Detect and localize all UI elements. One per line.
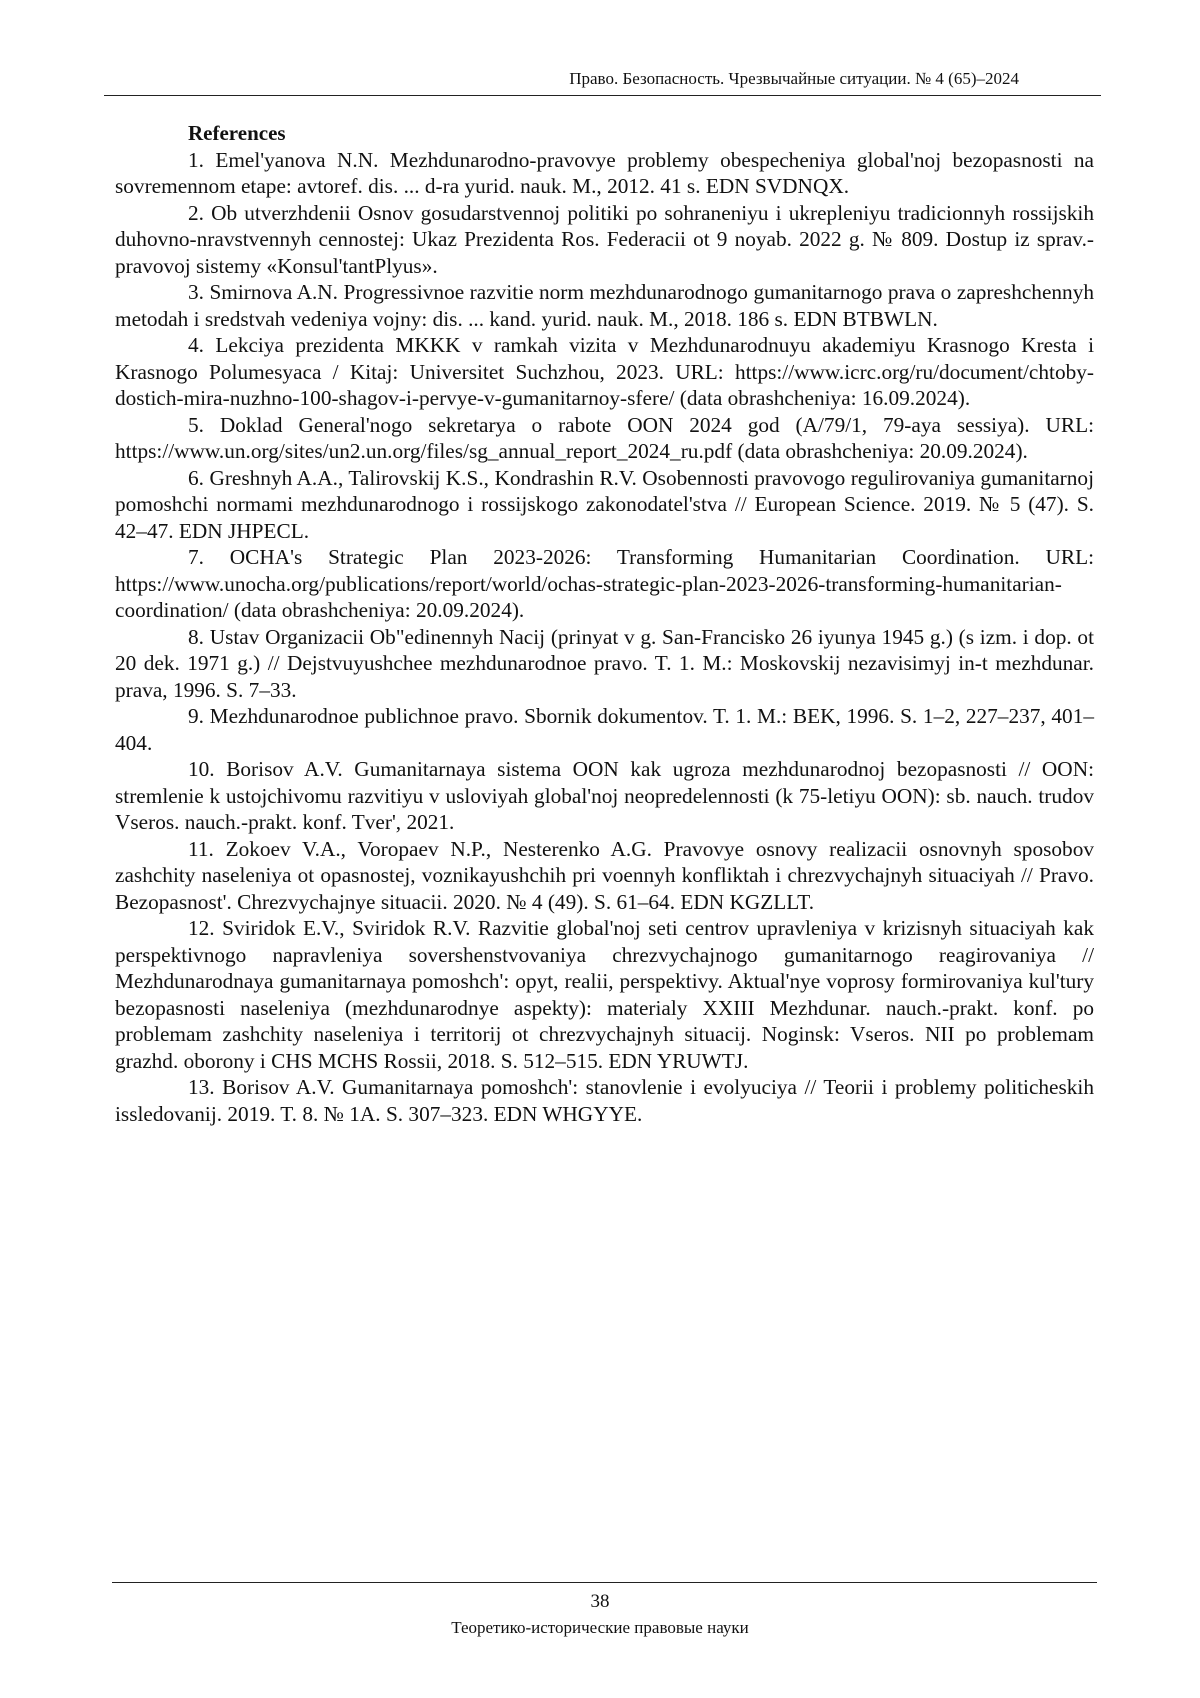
reference-item-7: 7. OCHA's Strategic Plan 2023-2026: Transforming Humanitarian Coordination. URL: https://www.unocha.org/publications/report/world/ochas-strategic-plan-2023-2026-transforming-humanitarian-coordination/ (data obrashcheniya: 20.09.2024).: [115, 545, 1094, 622]
reference-item-1: 1. Emel'yanova N.N. Mezhdunarodno-pravovye problemy obespecheniya global'noj bezopasnosti na sovremennom etape: avtoref. dis. ... d-ra yurid. nauk. M., 2012. 41 s. EDN SVDNQX.: [115, 147, 1094, 198]
header-divider: [104, 95, 1101, 96]
reference-item-9: 9. Mezhdunarodnoe publichnoe pravo. Sbornik dokumentov. T. 1. M.: BEK, 1996. S. 1–2, 227–237, 401–404.: [115, 704, 1094, 755]
running-footer: Теоретико-исторические правовые науки: [451, 1618, 749, 1637]
reference-list: [115, 147, 1094, 1128]
page-number: 38: [590, 1591, 610, 1612]
reference-item-11: 11. Zokoev V.A., Voropaev N.P., Nesterenko A.G. Pravovye osnovy realizacii osnovnyh sposobov zashchity naseleniya ot opasnostej, voznikayushchih pri voennyh konfliktah i chrezvychajnyh situaciyah // Pravo. Bezopasnost'. Chrezvychajnye situacii. 2020. № 4 (49). S. 61–64. EDN KGZLLT.: [115, 836, 1094, 914]
reference-item-12: 12. Sviridok E.V., Sviridok R.V. Razvitie global'noj seti centrov upravleniya v krizisnyh situaciyah kak perspektivnogo napravleniya sovershenstvovaniya chrezvychajnogo gumanitarnogo reagirovaniya // Mezhdunarodnaya gumanitarnaya pomoshch': opyt, realii, perspektivy. Aktual'nye voprosy formirovaniya kul'tury bezopasnosti naseleniya (mezhdunarodnye aspekty): materialy XXIII Mezhdunar. nauch.-prakt. konf. po problemam zashchity naseleniya i territorij ot chrezvychajnyh situacij. Noginsk: Vseros. NII po problemam grazhd. oborony i CHS MCHS Rossii, 2018. S. 512–515. EDN YRUWTJ.: [115, 916, 1094, 1073]
reference-item-5: 5. Doklad General'nogo sekretarya o rabote OON 2024 god (A/79/1, 79-aya sessiya). URL: https://www.un.org/sites/un2.un.org/files/sg_annual_report_2024_ru.pdf (data obrashcheniya: 20.09.2024).: [115, 412, 1094, 463]
reference-item-4: 4. Lekciya prezidenta MKKK v ramkah vizita v Mezhdunarodnuyu akademiyu Krasnogo Kresta i Krasnogo Polumesyaca / Kitaj: Universitet Suchzhou, 2023. URL: https://www.icrc.org/ru/document/chtoby-dostich-mira-nuzhno-100-shagov-i-pervye-v-gumanitarnoy-sfere/ (data obrashcheniya: 16.09.2024).: [115, 333, 1094, 410]
reference-item-3: 3. Smirnova A.N. Progressivnoe razvitie norm mezhdunarodnogo gumanitarnogo prava o zapreshchennyh metodah i sredstvah vedeniya vojny: dis. ... kand. yurid. nauk. M., 2018. 186 s. EDN BTBWLN.: [115, 280, 1094, 331]
references-heading: References: [188, 121, 286, 145]
reference-item-6: 6. Greshnyh A.A., Talirovskij K.S., Kondrashin R.V. Osobennosti pravovogo regulirovaniya gumanitarnoj pomoshchi normami mezhdunarodnogo i rossijskogo zakonodatel'stva // European Science. 2019. № 5 (47). S. 42–47. EDN JHPECL.: [115, 465, 1094, 543]
reference-item-8: 8. Ustav Organizacii Ob"edinennyh Nacij (prinyat v g. San-Francisko 26 iyunya 1945 g.) (s izm. i dop. ot 20 dek. 1971 g.) // Dejstvuyushchee mezhdunarodnoe pravo. T. 1. M.: Moskovskij nezavisimyj in-t mezhdunar. prava, 1996. S. 7–33.: [115, 624, 1094, 702]
reference-item-2: 2. Ob utverzhdenii Osnov gosudarstvennoj politiki po sohraneniyu i ukrepleniyu tradicionnyh rossijskih duhovno-nravstvennyh cennostej: Ukaz Prezidenta Ros. Federacii ot 9 noyab. 2022 g. № 809. Dostup iz sprav.-pravovoj sistemy «Konsul'tantPlyus».: [115, 200, 1094, 278]
reference-item-13: 13. Borisov A.V. Gumanitarnaya pomoshch': stanovlenie i evolyuciya // Teorii i problemy politicheskih issledovanij. 2019. T. 8. № 1A. S. 307–323. EDN WHGYYE.: [115, 1075, 1094, 1126]
running-header: Право. Безопасность. Чрезвычайные ситуации. № 4 (65)–2024: [569, 69, 1019, 88]
footer-divider: [112, 1582, 1097, 1583]
reference-item-10: 10. Borisov A.V. Gumanitarnaya sistema OON kak ugroza mezhdunarodnoj bezopasnosti // OON: stremlenie k ustojchivomu razvitiyu v usloviyah global'noj neopredelennosti (k 75-letiyu OON): sb. nauch. trudov Vseros. nauch.-prakt. konf. Tver', 2021.: [115, 757, 1094, 834]
references-section: [115, 120, 1094, 1127]
